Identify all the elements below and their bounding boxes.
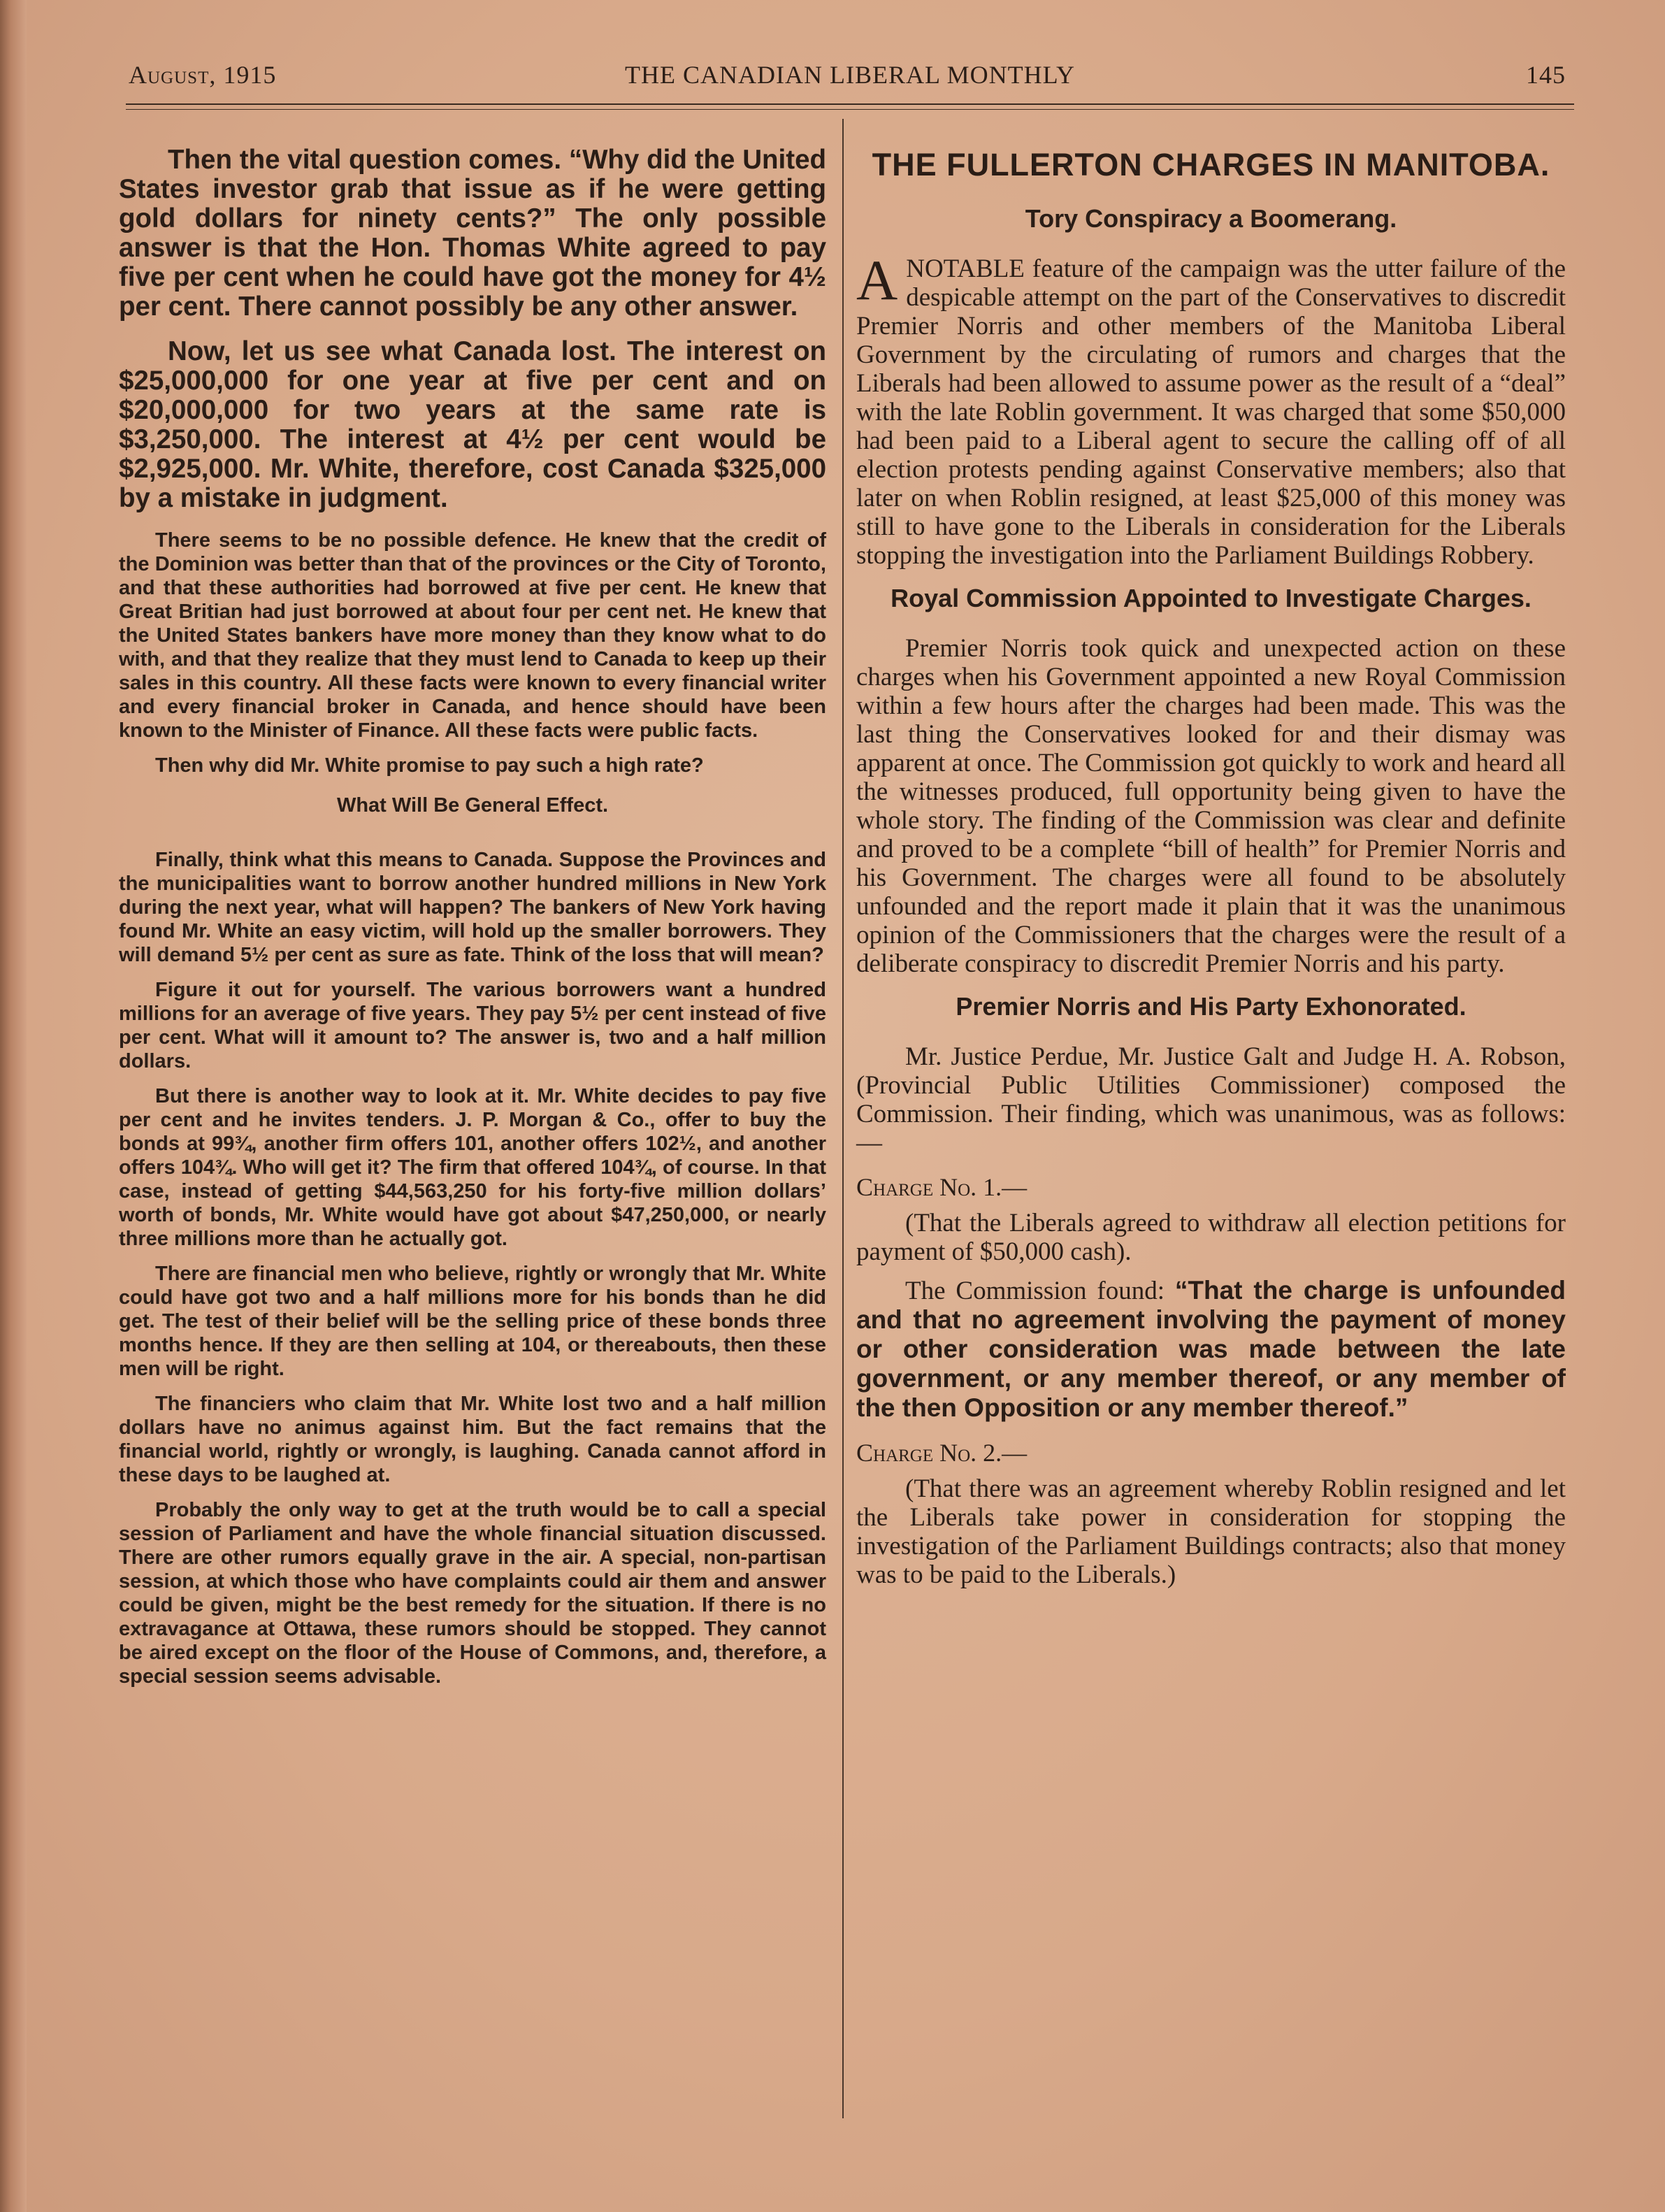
lead-paragraphs [119,145,826,513]
header-rule [126,103,1574,105]
article-subheading: Tory Conspiracy a Boomerang. [1025,204,1397,233]
header-publication: THE CANADIAN LIBERAL MONTHLY [625,61,1075,89]
drop-cap: A [856,248,898,312]
paragraph: Premier Norris took quick and unexpected action on these charges when his Government appointed a new Royal Commission within a few hours after the charges had been made. This was the last thing the Conservatives looked for and their dismay was apparent at once. The Commission got quickly to work and heard all the witnesses produced, full opportunity being given to have the whole story. The finding of the Commission was clear and definite and proved to be a complete “bill of health” for Premier Norris and his Government. The charges were all found to be absolutely unfounded and the report made it plain that it was the unanimous opinion of the Commissioners that the charges were the result of a deliberate conspiracy to discredit Premier Norris and his party. [856,634,1566,978]
finding-lead: The Commission found: [905,1277,1165,1305]
charge-heading: Charge No. 1.— [856,1173,1028,1201]
section-subheading: Premier Norris and His Party Exhonorated. [956,992,1466,1021]
paragraph: Mr. Justice Perdue, Mr. Justice Galt and Judge H. A. Robson, (Provincial Public Utilities Commissioner) composed the Commission. Their finding, which was unanimous, was as follows:— [856,1042,1566,1157]
paragraph: (That there was an agreement whereby Roblin resigned and let the Liberals take power in consideration for stopping the investigation of the Parliament Buildings contracts; also that money was to be paid to the Liberals.) [856,1474,1566,1589]
paragraph: There are financial men who believe, rightly or wrongly that Mr. White could have got two and a half millions more for his bonds than he did get. The test of their belief will be the selling price of these bonds three months hence. If they are then selling at 104, or thereabouts, then these men will be right. [119,1263,826,1380]
header-rule-thin [126,109,1574,110]
paragraph: Now, let us see what Canada lost. The interest on $25,000,000 for one year at five per cent and on $20,000,000 for two years at the same rate is $3,250,000. The interest at 4½ per cent would be $2,925,000. Mr. White, therefore, cost Canada $325,000 by a mistake in judgment. [119,336,826,513]
section-subheading: What Will Be General Effect. [336,794,609,817]
running-header [126,55,1574,96]
article-title: THE FULLERTON CHARGES IN MANITOBA. [872,147,1550,182]
page-number: 145 [1526,61,1566,89]
paragraph-text: NOTABLE feature of the campaign was the utter failure of the despicable attempt on the part of the Conservatives to discredit Premier Norris and other members of the Manitoba Liberal Government by the circulating of rumors and charges that the Liberals had been allowed to assume power as the result of a “deal” with the late Roblin government. It was charged that some $50,000 had been paid to a Liberal agent to secure the calling off of all election protests pending against Conservative members; also that later on when Roblin resigned, at least $25,000 of this money was still to have gone to the Liberals in consideration for the Liberals stopping the investigation into the Parliament Buildings Robbery. [856,254,1566,570]
paragraph: Figure it out for yourself. The various borrowers want a hundred millions for an average of five years. They pay 5½ per cent instead of five per cent. What will it amount to? The answer is, two and a half million dollars. [119,979,826,1072]
charge-heading: Charge No. 2.— [856,1439,1028,1467]
paragraph: Then why did Mr. White promise to pay such a high rate? [155,754,704,777]
finding-paragraph [856,1276,1566,1423]
paragraph: Then the vital question comes. “Why did the United States investor grab that issue as if he were getting gold dollars for ninety cents?” The only possible answer is that the Hon. Thomas White agreed to pay five per cent when he could have got the money for 4½ per cent. There cannot possibly be any other answer. [119,145,826,322]
paragraph [856,248,1566,570]
section-subheading: Royal Commission Appointed to Investigate Charges. [891,584,1531,612]
paragraph: There seems to be no possible defence. He knew that the credit of the Dominion was better than that of the provinces or the City of Toronto, and that these authorities had borrowed at five per cent. He knew that Great Britian had just borrowed at about four per cent net. He knew that the United States bankers have more money than they know what to do with, and that they realize that they must lend to Canada to keep up their sales in this country. All these facts were known to every financial writer and every financial broker in Canada, and hence should have been known to the Minister of Finance. All these facts were public facts. [119,529,826,742]
paragraph: Finally, think what this means to Canada. Suppose the Provinces and the municipalities want to borrow another hundred millions in New York during the next year, what will happen? The bankers of New York having found Mr. White an easy victim, will hold up the smaller borrowers. They will demand 5½ per cent as sure as fate. Think of the loss that will mean? [119,849,826,966]
finding-quote: “That the charge is unfounded and that no agreement involving the payment of money or other consideration was made between the late government, or any member thereof, or any member of the then Opposition or any member thereof.” [856,1276,1566,1422]
paragraph: The financiers who claim that Mr. White lost two and a half million dollars have no animus against him. But the fact remains that the financial world, rightly or wrongly, is laughing. Canada cannot afford in these days to be laughed at. [119,1393,826,1486]
column-divider [842,119,844,2118]
page-spine [0,0,27,2212]
paragraph: Probably the only way to get at the truth would be to call a special session of Parliament and have the whole financial situation discussed. There are other rumors equally grave in the air. A special, non-partisan session, at which those who have complaints could air them and answer could be given, might be the best remedy for the situation. If there is no extravagance at Ottawa, these rumors should be stopped. They cannot be aired except on the floor of the House of Commons, and, therefore, a special session seems advisable. [119,1499,826,1688]
right-column [856,145,1566,1599]
paragraph: (That the Liberals agreed to withdraw all election petitions for payment of $50,000 cash). [856,1209,1566,1266]
paragraph: But there is another way to look at it. Mr. White decides to pay five per cent and he invites tenders. J. P. Morgan & Co., offer to buy the bonds at 99¾, another firm offers 101, another offers 102½, and another offers 104¾. Who will get it? The firm that offered 104¾, of course. In that case, instead of getting $44,563,250 for his forty-five million dollars’ worth of bonds, Mr. White would have got about $47,250,000, or nearly three millions more than he actually got. [119,1085,826,1250]
left-column [119,145,826,1700]
header-date: August, 1915 [129,61,277,89]
body-paragraphs [119,529,826,1688]
